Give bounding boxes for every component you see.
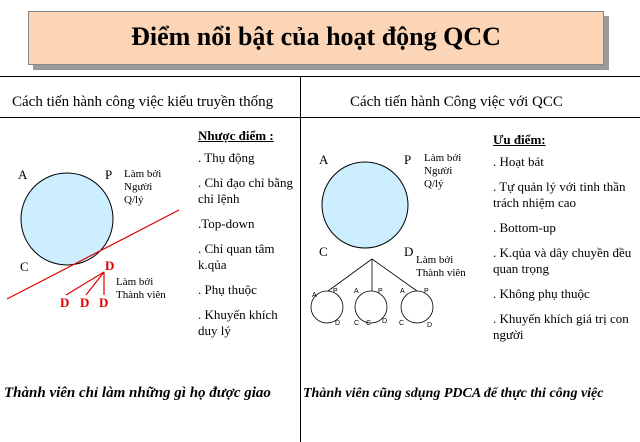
left-label-a: A xyxy=(18,167,28,182)
member1-c: C xyxy=(354,320,360,327)
member3-a: A xyxy=(400,288,405,295)
right-list-item: . Hoạt bát xyxy=(493,154,544,169)
member2-p: P xyxy=(378,288,383,295)
page-title: Điểm nổi bật của hoạt động QCC xyxy=(131,22,501,51)
right-label-c: C xyxy=(319,244,328,259)
right-list-item: . Khuyến khích giá trị con người xyxy=(493,311,629,342)
left-member-d-2: D xyxy=(80,295,90,310)
member2-c: C xyxy=(399,320,405,327)
right-note-manager: Làm bởi Người Q/lý xyxy=(424,152,462,190)
right-heading: Cách tiến hành Công việc với QCC xyxy=(350,94,563,110)
member1-d: D xyxy=(335,320,341,327)
member1-p: P xyxy=(333,288,338,295)
member2-a: A xyxy=(354,288,359,295)
member2-c-extra: C xyxy=(366,320,372,327)
member3-d: D xyxy=(427,322,433,329)
member1-a: A xyxy=(312,292,317,299)
right-list-heading: Ưu điểm: xyxy=(493,132,546,147)
right-label-a: A xyxy=(319,152,329,167)
right-label-p: P xyxy=(404,152,412,167)
member3-p: P xyxy=(424,288,429,295)
left-list-item: . Chỉ đạo chỉ bằng chỉ lệnh xyxy=(198,175,293,206)
left-label-p: P xyxy=(105,167,113,182)
left-label-d: D xyxy=(105,258,115,273)
left-list-item: . Thụ động xyxy=(198,150,255,165)
left-red-branch-1 xyxy=(66,272,104,295)
left-list-item: . Chỉ quan tâm k.qủa xyxy=(198,241,275,272)
member-circle-3 xyxy=(401,291,433,323)
left-list-item: . Khuyến khích duy lý xyxy=(198,307,278,338)
right-note-member: Làm bởi Thành viên xyxy=(416,254,466,279)
right-list-item: . Tự quản lý với tinh thần trách nhiệm cao xyxy=(493,179,626,210)
right-advantages-list xyxy=(493,132,636,352)
left-list-heading: Nhược điểm : xyxy=(198,128,274,143)
left-member-d-1: D xyxy=(60,295,70,310)
left-heading: Cách tiến hành công việc kiểu truyền thống xyxy=(12,94,274,110)
right-list-item: . Bottom-up xyxy=(493,220,556,235)
left-list-item: .Top-down xyxy=(198,216,255,231)
right-footer: Thành viên cũng sdụng PDCA để thực thi công việc xyxy=(303,386,604,401)
right-list-item: . Không phụ thuộc xyxy=(493,286,590,301)
right-manager-circle xyxy=(322,162,408,248)
member2-d: D xyxy=(382,318,388,325)
left-member-d-3: D xyxy=(99,295,109,310)
left-red-branch-2 xyxy=(86,272,104,295)
left-label-c: C xyxy=(20,259,29,274)
left-list-item: . Phụ thuộc xyxy=(198,282,257,297)
right-branch-1 xyxy=(328,259,372,291)
right-list-item: . K.qủa và dây chuyền đều quan trọng xyxy=(493,245,632,276)
right-branch-3 xyxy=(372,259,417,291)
right-label-d: D xyxy=(404,244,414,259)
left-note-manager: Làm bởi Người Q/lý xyxy=(124,168,162,206)
left-footer: Thành viên chỉ làm những gì họ được giao xyxy=(4,385,271,401)
left-note-member: Làm bởi Thành viên xyxy=(116,276,166,301)
left-drawbacks-list xyxy=(198,128,298,348)
